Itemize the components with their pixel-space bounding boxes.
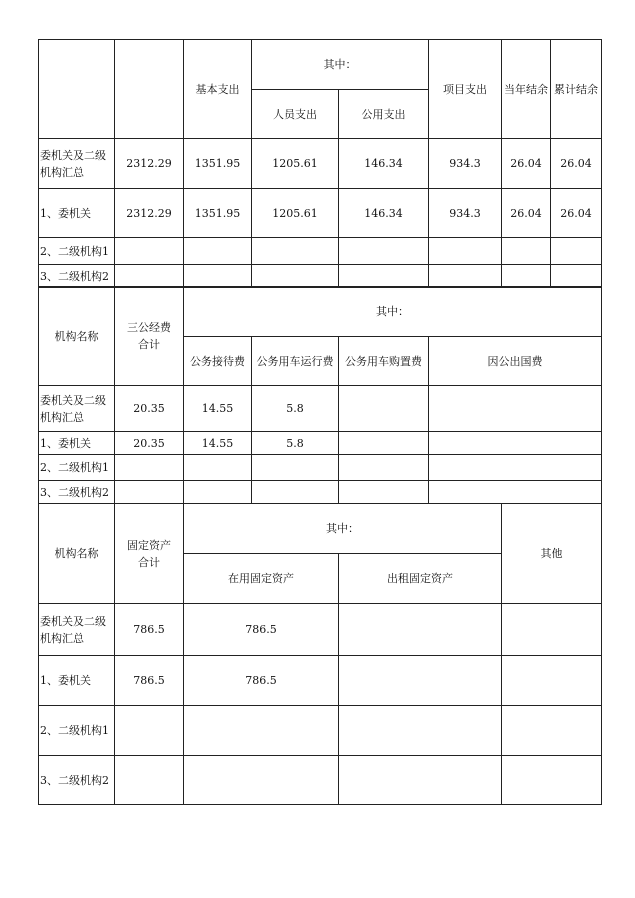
header-in-use: 在用固定资产 [184,554,339,604]
cell-cumulative: 26.04 [551,189,602,238]
row-name: 委机关及二级机构汇总 [39,604,115,656]
header-reception: 公务接待费 [184,337,252,386]
row-name: 1、委机关 [39,432,115,455]
header-org-name: 机构名称 [39,287,115,386]
header-of-which: 其中： [252,40,429,90]
table-row [39,481,602,504]
header-fixed-assets-total [115,504,184,604]
cell-personnel: 1205.61 [252,189,339,238]
table-row [39,604,602,656]
cell-in-use: 786.5 [184,604,339,656]
header-basic-expense: 基本支出 [184,40,252,139]
header-vehicle-purchase: 公务用车购置费 [339,337,429,386]
row-name: 3、二级机构2 [39,481,115,504]
header-org-name: 机构名称 [39,504,115,604]
cell-total: 786.5 [115,656,184,706]
header-three-public-total [115,287,184,386]
cell-reception: 14.55 [184,432,252,455]
header-public-expense: 公用支出 [339,90,429,139]
table-row [39,139,602,189]
expense-table [38,39,602,288]
table-row [39,189,602,238]
row-name: 2、二级机构1 [39,706,115,756]
header-personnel-expense: 人员支出 [252,90,339,139]
cell-personnel: 1205.61 [252,139,339,189]
cell-public: 146.34 [339,139,429,189]
table-row [39,265,602,288]
header-total-blank [115,40,184,139]
cell-total: 2312.29 [115,189,184,238]
three-public-expense-table [38,286,602,504]
fixed-assets-table [38,503,602,805]
cell-public: 146.34 [339,189,429,238]
row-name: 3、二级机构2 [39,265,115,288]
table-row [39,455,602,481]
header-other: 其他 [502,504,602,604]
header-leased-out: 出租固定资产 [339,554,502,604]
header-overseas: 因公出国费 [429,337,602,386]
cell-in-use: 786.5 [184,656,339,706]
row-name: 2、二级机构1 [39,455,115,481]
header-project-expense: 项目支出 [429,40,502,139]
table-row [39,656,602,706]
cell-reception: 14.55 [184,386,252,432]
row-name: 3、二级机构2 [39,756,115,805]
cell-total: 2312.29 [115,139,184,189]
header-vehicle-operation: 公务用车运行费 [252,337,339,386]
cell-vehicle-operation: 5.8 [252,432,339,455]
cell-total: 20.35 [115,432,184,455]
cell-project: 934.3 [429,139,502,189]
row-name: 1、委机关 [39,656,115,706]
cell-total: 786.5 [115,604,184,656]
cell-project: 934.3 [429,189,502,238]
header-of-which: 其中： [184,504,502,554]
table-row [39,432,602,455]
cell-vehicle-operation: 5.8 [252,386,339,432]
header-org-name-blank [39,40,115,139]
header-three-public-total-line2: 合计 [138,338,160,351]
header-three-public-total-line1: 三公经费 [127,321,171,334]
header-fixed-assets-total-line1: 固定资产 [127,538,171,552]
table-row [39,756,602,805]
row-name: 委机关及二级机构汇总 [39,139,115,189]
header-fixed-assets-total-line2: 合计 [138,555,160,569]
cell-basic: 1351.95 [184,139,252,189]
cell-basic: 1351.95 [184,189,252,238]
row-name: 2、二级机构1 [39,238,115,265]
cell-current: 26.04 [502,189,551,238]
header-current-year-balance: 当年结余 [502,40,551,139]
header-of-which: 其中： [184,287,602,337]
table-row [39,706,602,756]
row-name: 委机关及二级机构汇总 [39,386,115,432]
row-name: 1、委机关 [39,189,115,238]
cell-cumulative: 26.04 [551,139,602,189]
cell-current: 26.04 [502,139,551,189]
cell-total: 20.35 [115,386,184,432]
header-cumulative-balance: 累计结余 [551,40,602,139]
table-row [39,238,602,265]
table-row [39,386,602,432]
